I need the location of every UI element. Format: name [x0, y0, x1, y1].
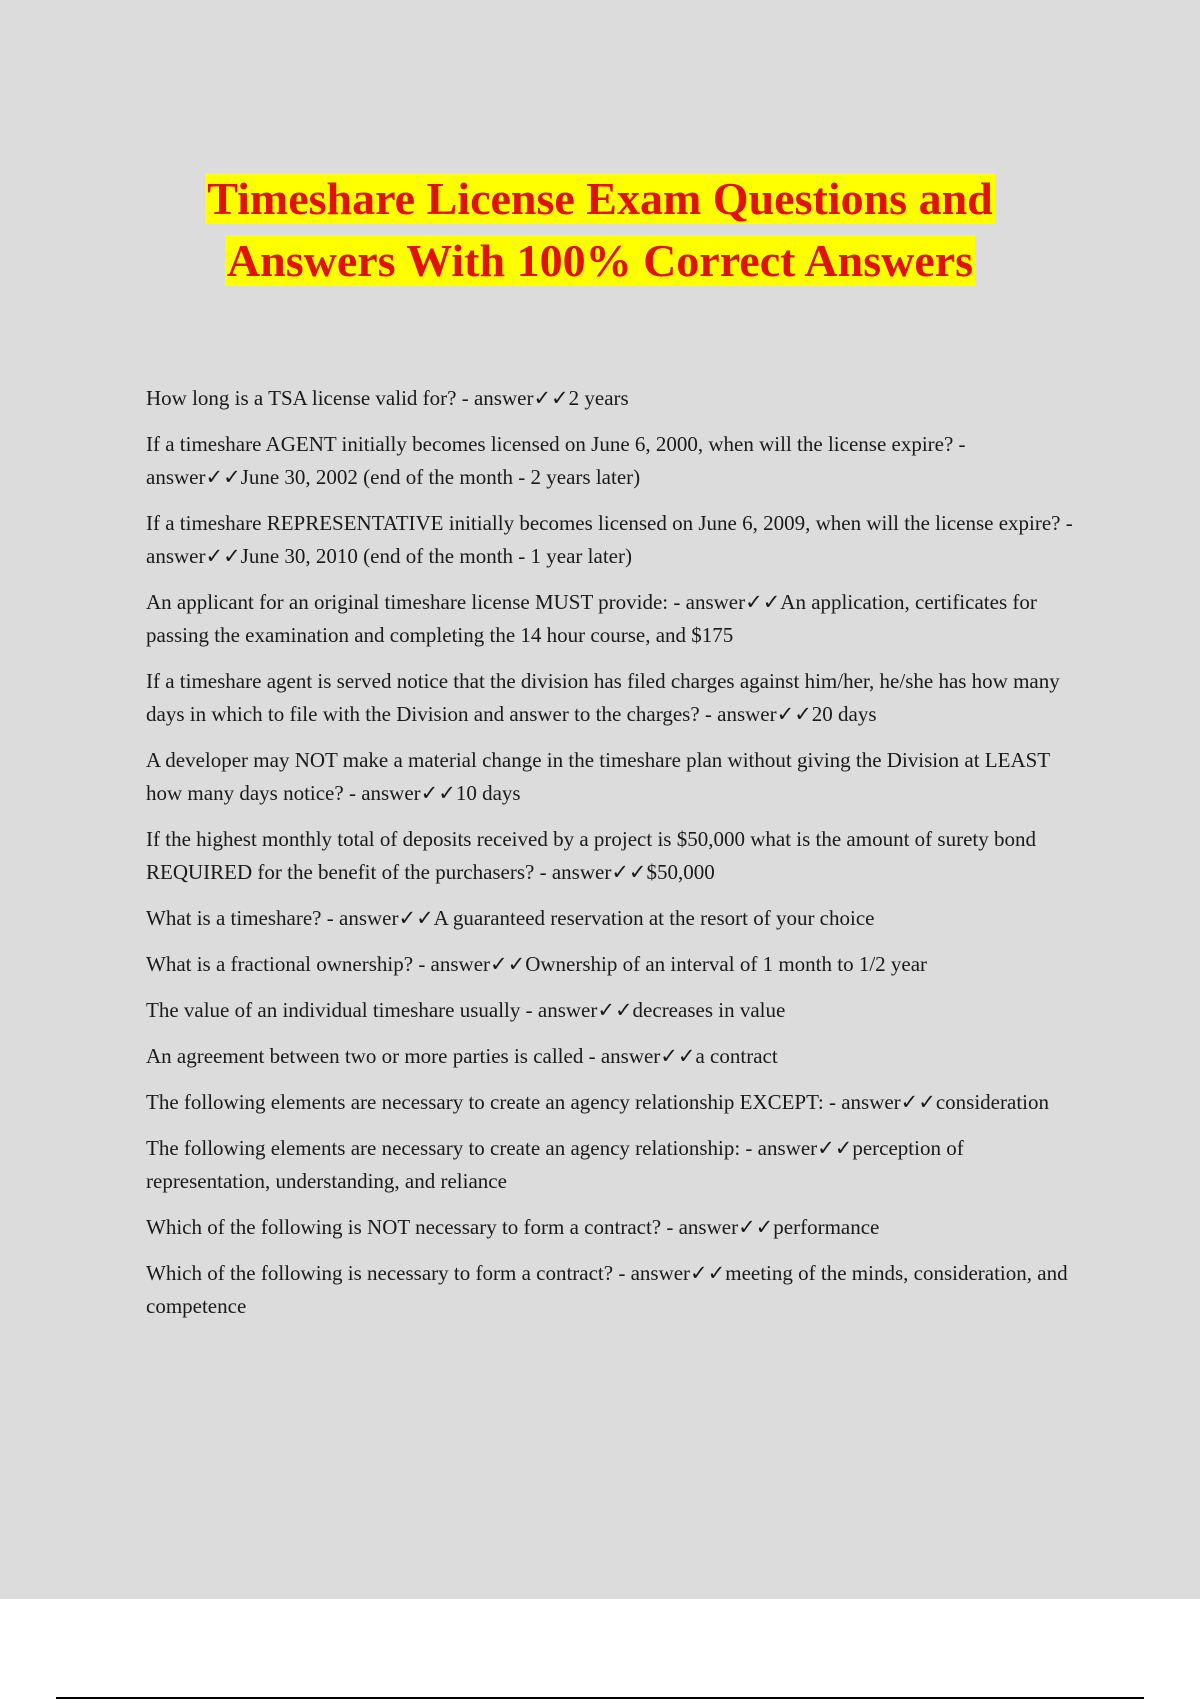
qa-item: What is a fractional ownership? - answer✓✓Ownership of an interval of 1 month to 1/2 year — [146, 952, 928, 976]
qa-item: An agreement between two or more parties is called - answer✓✓a contract — [146, 1044, 778, 1068]
qa-item: The value of an individual timeshare usually - answer✓✓decreases in value — [146, 998, 786, 1022]
qa-item: How long is a TSA license valid for? - answer✓✓2 years — [146, 386, 629, 410]
qa-item: If a timeshare REPRESENTATIVE initially becomes licensed on June 6, 2009, when will the license expire? - answer✓✓June 30, 2010 (end of the month - 1 year later) — [146, 511, 1073, 568]
qa-item: If a timeshare agent is served notice that the division has filed charges against him/her, he/she has how many days in which to file with the Division and answer to the charges? - answer✓✓20 days — [146, 669, 1060, 726]
qa-item: If the highest monthly total of deposits received by a project is $50,000 what is the amount of surety bond REQUIRED for the benefit of the purchasers? - answer✓✓$50,000 — [146, 827, 1036, 884]
qa-list — [146, 382, 1091, 1336]
bottom-rule — [56, 1697, 1144, 1699]
qa-item: A developer may NOT make a material change in the timeshare plan without giving the Division at LEAST how many days notice? - answer✓✓10 days — [146, 748, 1050, 805]
qa-item: What is a timeshare? - answer✓✓A guaranteed reservation at the resort of your choice — [146, 906, 875, 930]
qa-item: The following elements are necessary to create an agency relationship: - answer✓✓perception of representation, understanding, and reliance — [146, 1136, 964, 1193]
document-title — [0, 168, 1200, 292]
qa-item: Which of the following is NOT necessary to form a contract? - answer✓✓performance — [146, 1215, 880, 1239]
qa-item: If a timeshare AGENT initially becomes licensed on June 6, 2000, when will the license expire? - answer✓✓June 30, 2002 (end of the month - 2 years later) — [146, 432, 966, 489]
qa-item: An applicant for an original timeshare license MUST provide: - answer✓✓An application, certificates for passing the examination and completing the 14 hour course, and $175 — [146, 590, 1037, 647]
title-line-1: Timeshare License Exam Questions and — [207, 173, 993, 224]
qa-item: Which of the following is necessary to form a contract? - answer✓✓meeting of the minds, consideration, and competence — [146, 1261, 1068, 1318]
title-line-2: Answers With 100% Correct Answers — [226, 235, 974, 286]
qa-item: The following elements are necessary to create an agency relationship EXCEPT: - answer✓✓consideration — [146, 1090, 1049, 1114]
